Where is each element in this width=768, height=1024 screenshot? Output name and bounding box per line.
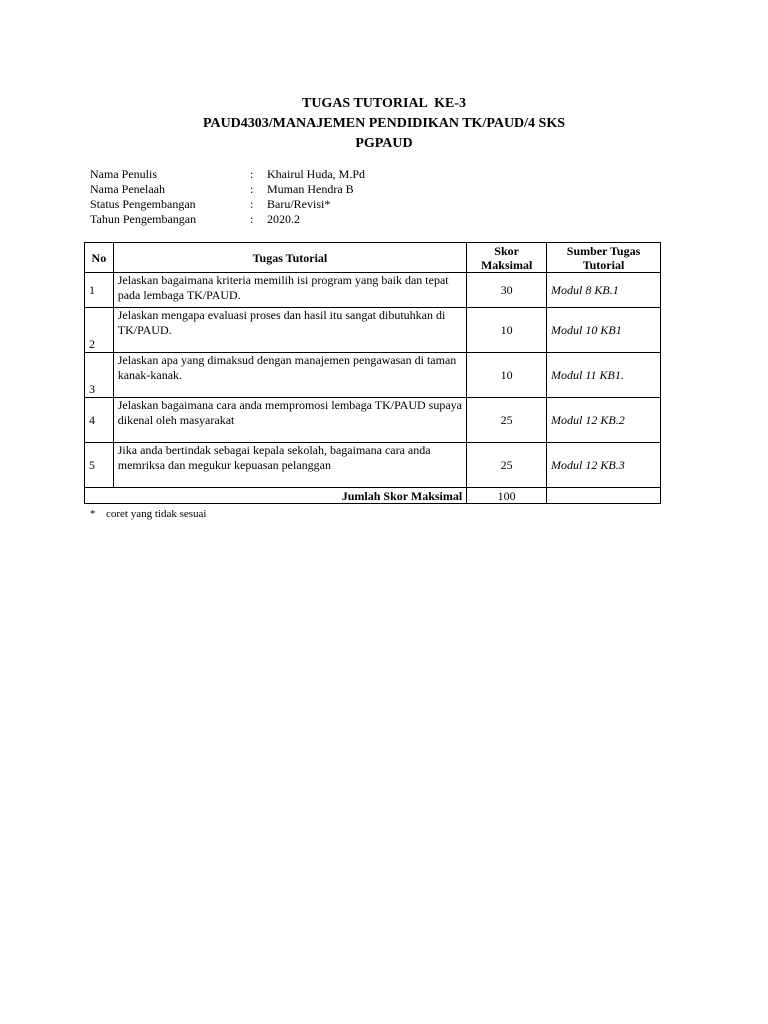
header-no: No (85, 243, 114, 273)
document-title (0, 94, 768, 154)
row-score: 10 (467, 308, 547, 353)
total-score: 100 (467, 488, 547, 504)
row-task: Jelaskan bagaimana kriteria memilih isi program yang baik dan tepat pada lembaga TK/PAUD. (113, 273, 466, 308)
row-number: 5 (85, 443, 114, 488)
row-source: Modul 11 KB1. (547, 353, 661, 398)
table-row (85, 398, 661, 443)
row-source: Modul 8 KB.1 (547, 273, 661, 308)
row-task: Jelaskan bagaimana cara anda mempromosi lembaga TK/PAUD supaya dikenal oleh masyarakat (113, 398, 466, 443)
document-metadata (90, 167, 365, 227)
row-task: Jika anda bertindak sebagai kepala sekolah, bagaimana cara anda memriksa dan megukur kepuasan pelanggan (113, 443, 466, 488)
meta-label: Nama Penelaah (90, 182, 165, 196)
row-source: Modul 12 KB.2 (547, 398, 661, 443)
row-number: 4 (85, 398, 114, 443)
meta-colon: : (250, 197, 254, 211)
meta-row-reviewer (90, 182, 365, 197)
meta-row-author (90, 167, 365, 182)
row-task: Jelaskan mengapa evaluasi proses dan hasil itu sangat dibutuhkan di TK/PAUD. (113, 308, 466, 353)
row-score: 30 (467, 273, 547, 308)
footnote (90, 507, 207, 521)
title-line-3: PGPAUD (355, 136, 413, 151)
table-row (85, 273, 661, 308)
row-source: Modul 12 KB.3 (547, 443, 661, 488)
meta-colon: : (250, 167, 254, 181)
header-source: Sumber Tugas Tutorial (547, 243, 661, 273)
total-source (547, 488, 661, 504)
table-row (85, 353, 661, 398)
table-row (85, 443, 661, 488)
header-score: Skor Maksimal (467, 243, 547, 273)
total-label: Jumlah Skor Maksimal (85, 488, 467, 504)
meta-label: Tahun Pengembangan (90, 212, 197, 226)
title-line-1: TUGAS TUTORIAL KE-3 (301, 96, 467, 111)
meta-label: Status Pengembangan (90, 197, 196, 211)
meta-value: Baru/Revisi* (267, 197, 331, 211)
row-score: 25 (467, 443, 547, 488)
row-number: 1 (85, 273, 114, 308)
meta-colon: : (250, 212, 254, 226)
row-task: Jelaskan apa yang dimaksud dengan manajemen pengawasan di taman kanak-kanak. (113, 353, 466, 398)
row-source: Modul 10 KB1 (547, 308, 661, 353)
title-line-2: PAUD4303/MANAJEMEN PENDIDIKAN TK/PAUD/4 SKS (202, 116, 566, 131)
row-number: 2 (85, 308, 114, 353)
row-number: 3 (85, 353, 114, 398)
meta-label: Nama Penulis (90, 167, 157, 181)
meta-colon: : (250, 182, 254, 196)
table-header-row (85, 243, 661, 273)
header-task: Tugas Tutorial (113, 243, 466, 273)
footnote-asterisk: * (90, 508, 96, 520)
meta-value: Khairul Huda, M.Pd (267, 167, 365, 181)
table-row (85, 308, 661, 353)
meta-row-status (90, 197, 365, 212)
footnote-text: coret yang tidak sesuai (106, 508, 207, 520)
meta-value: Muman Hendra B (267, 182, 354, 196)
tutorial-task-table (84, 242, 661, 504)
row-score: 25 (467, 398, 547, 443)
row-score: 10 (467, 353, 547, 398)
meta-row-year (90, 212, 365, 227)
table-total-row (85, 488, 661, 504)
meta-value: 2020.2 (267, 212, 300, 226)
